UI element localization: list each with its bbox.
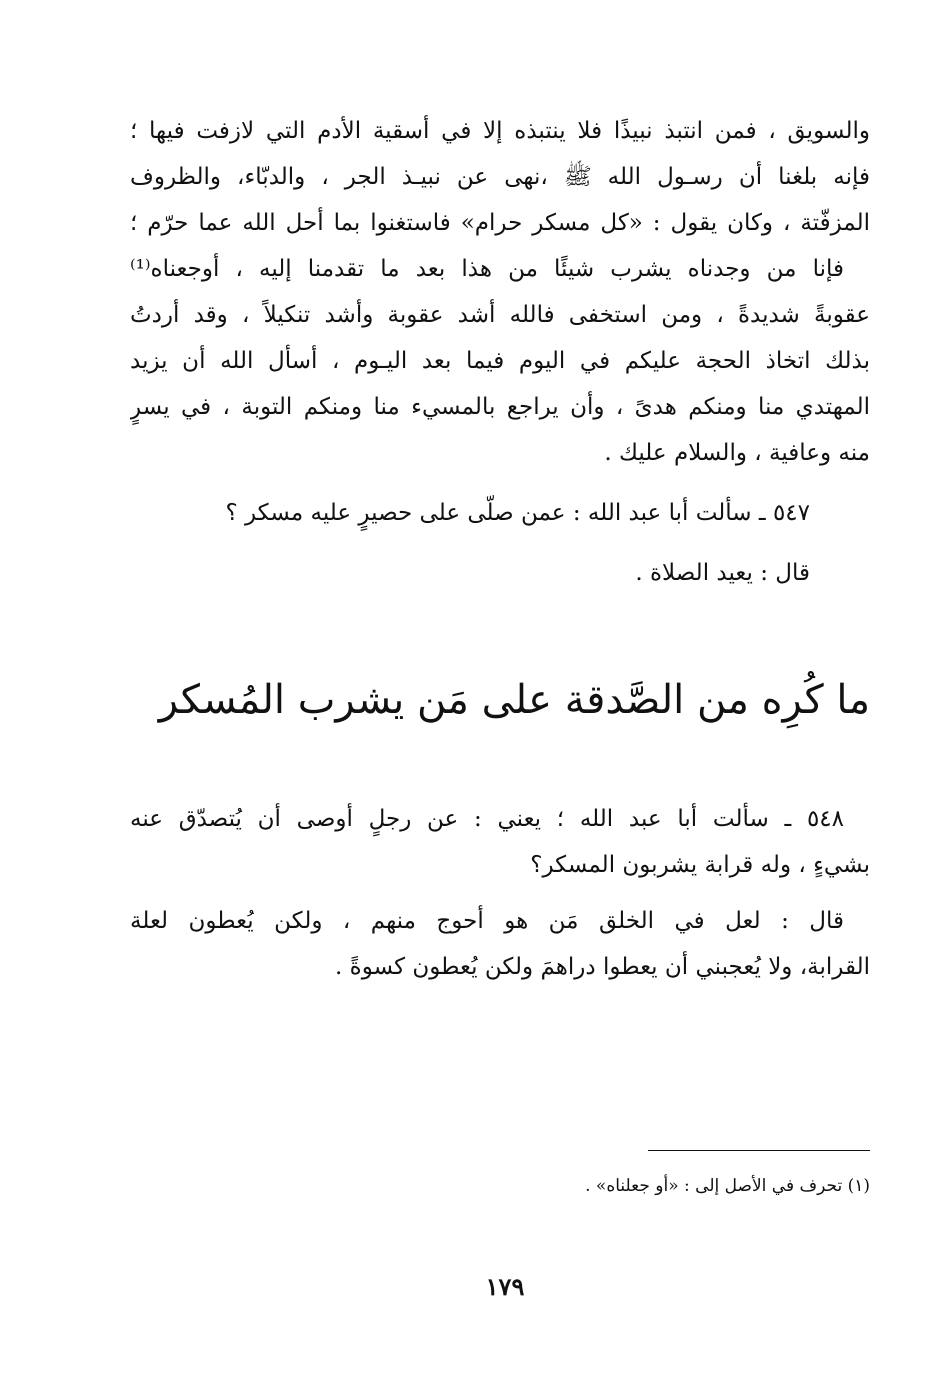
footnote: (١) تحرف في الأصل إلى : «أو جعلناه» . bbox=[585, 1176, 870, 1196]
text-line: منه وعافية ، والسلام عليك . bbox=[604, 440, 870, 466]
text-line: القرابة، ولا يُعجبني أن يعطوا دراهمَ ولكن يُعطون كسوةً . bbox=[335, 954, 870, 980]
text-line: فإنا من وجدناه يشرب شيئًا من هذا بعد ما تقدمنا إليه ، أوجعناه⁽¹⁾ bbox=[130, 256, 844, 282]
text-line: بشيءٍ ، وله قرابة يشربون المسكر؟ bbox=[530, 852, 870, 878]
text-line: ٥٤٨ ـ سألت أبا عبد الله ؛ يعني : عن رجلٍ أوصى أن يُتصدّق عنه bbox=[130, 806, 844, 832]
section-heading: ما كُرِه من الصَّدقة على مَن يشرب المُسكر bbox=[158, 677, 870, 723]
text-line: فإنه بلغنا أن رسـول الله ﷺ ،نهى عن نبيـذ الجر ، والدبّاء، والظروف bbox=[130, 164, 870, 190]
text-line: بذلك اتخاذ الحجة عليكم في اليوم فيما بعد اليـوم ، أسأل الله أن يزيد bbox=[130, 348, 870, 374]
text-line: عقوبةً شديدةً ، ومن استخفى فالله أشد عقوبة وأشد تنكيلاً ، وقد أردتُ bbox=[130, 302, 870, 328]
page-body bbox=[130, 108, 870, 990]
answer-547: قال : يعيد الصلاة . bbox=[635, 560, 810, 586]
text-line: المزفّتة ، وكان يقول : «كل مسكر حرام» فاستغنوا بما أحل الله عما حرّم ؛ bbox=[130, 210, 870, 236]
question-547: ٥٤٧ ـ سألت أبا عبد الله : عمن صلّى على حصيرٍ عليه مسكر ؟ bbox=[225, 500, 810, 526]
paragraph-2 bbox=[130, 246, 870, 476]
page-number: ١٧٩ bbox=[485, 1272, 525, 1301]
footnote-divider bbox=[648, 1150, 870, 1151]
text-line: قال : لعل في الخلق مَن هو أحوج منهم ، ولكن يُعطون لعلة bbox=[130, 908, 844, 934]
text-line: والسويق ، فمن انتبذ نبيذًا فلا ينتبذه إلا في أسقية الأدم التي لازفت فيها ؛ bbox=[130, 118, 870, 144]
text-line: المهتدي منا ومنكم هدىً ، وأن يراجع بالمسيء منا ومنكم التوبة ، في يسرٍ bbox=[130, 394, 870, 420]
question-548 bbox=[130, 796, 870, 888]
answer-548 bbox=[130, 898, 870, 990]
paragraph-1 bbox=[130, 108, 870, 246]
